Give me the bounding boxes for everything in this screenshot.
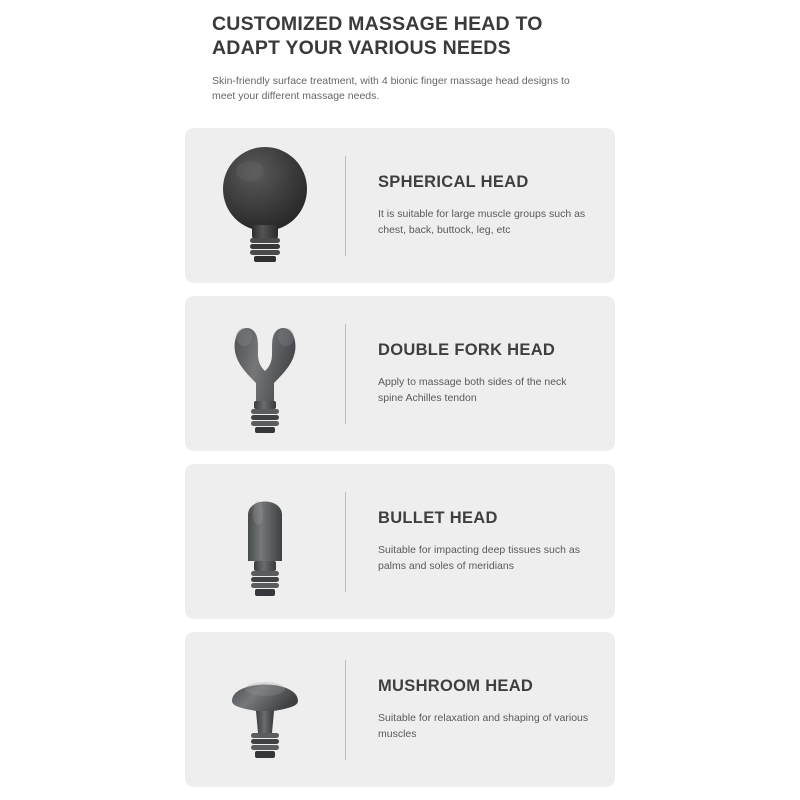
card-title: BULLET HEAD bbox=[378, 509, 498, 527]
card-title: MUSHROOM HEAD bbox=[378, 677, 534, 695]
card-description: Suitable for impacting deep tissues such as palms and soles of meridians bbox=[378, 544, 580, 572]
massage-head-card-list bbox=[0, 128, 800, 787]
bullet-massage-head-icon bbox=[210, 477, 320, 607]
card-text bbox=[346, 341, 615, 406]
card-title: SPHERICAL HEAD bbox=[378, 173, 529, 191]
spherical-massage-head-icon bbox=[210, 141, 320, 271]
card-description: It is suitable for large muscle groups such as chest, back, buttock, leg, etc bbox=[378, 208, 586, 236]
card-description: Apply to massage both sides of the neck spine Achilles tendon bbox=[378, 376, 567, 404]
card-description: Suitable for relaxation and shaping of various muscles bbox=[378, 712, 589, 740]
card-visual bbox=[185, 128, 345, 283]
card-visual bbox=[185, 632, 345, 787]
card-visual bbox=[185, 464, 345, 619]
page-header bbox=[0, 0, 800, 104]
page-subtitle: Skin-friendly surface treatment, with 4 bionic finger massage head designs to meet your different massage needs. bbox=[212, 75, 570, 102]
massage-head-card bbox=[185, 632, 615, 787]
mushroom-massage-head-icon bbox=[210, 645, 320, 775]
massage-head-card bbox=[185, 296, 615, 451]
card-text bbox=[346, 677, 615, 742]
card-visual bbox=[185, 296, 345, 451]
card-text bbox=[346, 173, 615, 238]
double-fork-massage-head-icon bbox=[210, 309, 320, 439]
card-title: DOUBLE FORK HEAD bbox=[378, 341, 556, 359]
massage-head-card bbox=[185, 128, 615, 283]
page-title: CUSTOMIZED MASSAGE HEAD TO ADAPT YOUR VARIOUS NEEDS bbox=[212, 13, 543, 59]
card-text bbox=[346, 509, 615, 574]
massage-head-card bbox=[185, 464, 615, 619]
